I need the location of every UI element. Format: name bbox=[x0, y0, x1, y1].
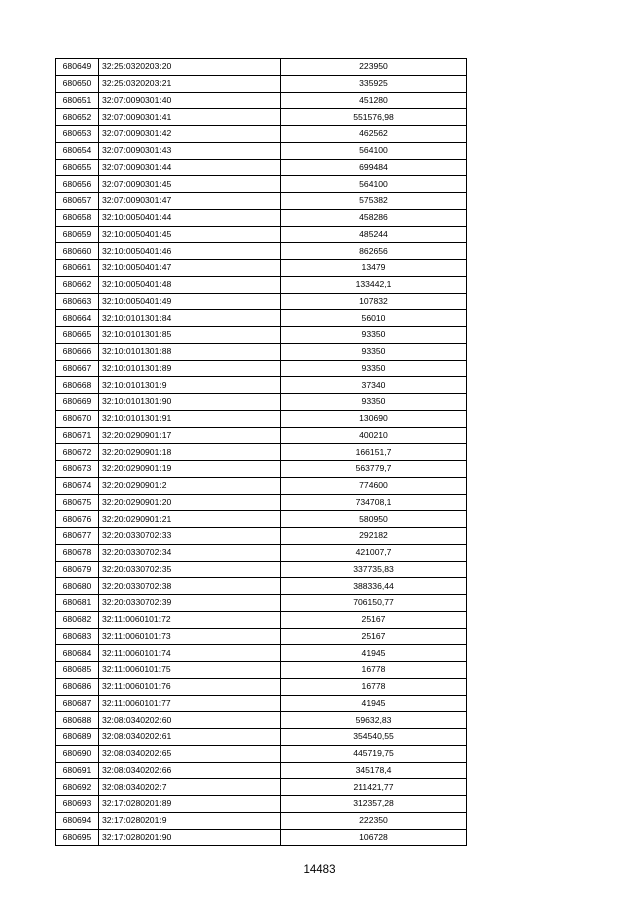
table-row bbox=[56, 511, 467, 528]
row-id-cell: 680656 bbox=[56, 176, 99, 193]
cadastral-number-cell: 32:20:0290901:18 bbox=[99, 444, 281, 461]
row-id-cell: 680679 bbox=[56, 561, 99, 578]
value-cell: 421007,7 bbox=[281, 544, 467, 561]
table-row bbox=[56, 394, 467, 411]
row-id-cell: 680675 bbox=[56, 494, 99, 511]
row-id-cell: 680677 bbox=[56, 528, 99, 545]
value-cell: 564100 bbox=[281, 176, 467, 193]
cadastral-number-cell: 32:10:0101301:84 bbox=[99, 310, 281, 327]
table-row bbox=[56, 678, 467, 695]
cadastral-number-cell: 32:07:0090301:47 bbox=[99, 193, 281, 210]
value-cell: 93350 bbox=[281, 360, 467, 377]
cadastral-number-cell: 32:11:0060101:77 bbox=[99, 695, 281, 712]
row-id-cell: 680690 bbox=[56, 745, 99, 762]
cadastral-number-cell: 32:10:0050401:44 bbox=[99, 209, 281, 226]
cadastral-number-cell: 32:11:0060101:73 bbox=[99, 628, 281, 645]
table-row bbox=[56, 75, 467, 92]
page-number: 14483 bbox=[303, 864, 336, 876]
table-body bbox=[56, 59, 467, 846]
table-row bbox=[56, 611, 467, 628]
cadastral-number-cell: 32:10:0101301:89 bbox=[99, 360, 281, 377]
cadastral-number-cell: 32:08:0340202:65 bbox=[99, 745, 281, 762]
table-row bbox=[56, 461, 467, 478]
value-cell: 551576,98 bbox=[281, 109, 467, 126]
value-cell: 400210 bbox=[281, 427, 467, 444]
row-id-cell: 680688 bbox=[56, 712, 99, 729]
cadastral-number-cell: 32:08:0340202:7 bbox=[99, 779, 281, 796]
row-id-cell: 680672 bbox=[56, 444, 99, 461]
cadastral-number-cell: 32:20:0330702:38 bbox=[99, 578, 281, 595]
value-cell: 223950 bbox=[281, 59, 467, 76]
value-cell: 580950 bbox=[281, 511, 467, 528]
table-row bbox=[56, 92, 467, 109]
table-row bbox=[56, 779, 467, 796]
value-cell: 93350 bbox=[281, 343, 467, 360]
value-cell: 564100 bbox=[281, 142, 467, 159]
row-id-cell: 680694 bbox=[56, 812, 99, 829]
cadastral-number-cell: 32:10:0050401:49 bbox=[99, 293, 281, 310]
row-id-cell: 680673 bbox=[56, 461, 99, 478]
row-id-cell: 680649 bbox=[56, 59, 99, 76]
cadastral-number-cell: 32:20:0330702:39 bbox=[99, 595, 281, 612]
table-row bbox=[56, 829, 467, 846]
cadastral-number-cell: 32:10:0050401:46 bbox=[99, 243, 281, 260]
table-row bbox=[56, 377, 467, 394]
cadastral-number-cell: 32:08:0340202:60 bbox=[99, 712, 281, 729]
table-row bbox=[56, 477, 467, 494]
value-cell: 462562 bbox=[281, 126, 467, 143]
row-id-cell: 680678 bbox=[56, 544, 99, 561]
row-id-cell: 680687 bbox=[56, 695, 99, 712]
value-cell: 25167 bbox=[281, 628, 467, 645]
table-row bbox=[56, 427, 467, 444]
table-row bbox=[56, 528, 467, 545]
cadastral-number-cell: 32:17:0280201:9 bbox=[99, 812, 281, 829]
value-cell: 13479 bbox=[281, 260, 467, 277]
cadastral-number-cell: 32:17:0280201:89 bbox=[99, 796, 281, 813]
value-cell: 862656 bbox=[281, 243, 467, 260]
table-row bbox=[56, 176, 467, 193]
table-row bbox=[56, 410, 467, 427]
row-id-cell: 680654 bbox=[56, 142, 99, 159]
cadastral-number-cell: 32:25:0320203:21 bbox=[99, 75, 281, 92]
row-id-cell: 680676 bbox=[56, 511, 99, 528]
table-row bbox=[56, 645, 467, 662]
cadastral-number-cell: 32:07:0090301:44 bbox=[99, 159, 281, 176]
row-id-cell: 680670 bbox=[56, 410, 99, 427]
value-cell: 563779,7 bbox=[281, 461, 467, 478]
cadastral-number-cell: 32:20:0290901:20 bbox=[99, 494, 281, 511]
value-cell: 25167 bbox=[281, 611, 467, 628]
row-id-cell: 680693 bbox=[56, 796, 99, 813]
value-cell: 292182 bbox=[281, 528, 467, 545]
row-id-cell: 680660 bbox=[56, 243, 99, 260]
value-cell: 59632,83 bbox=[281, 712, 467, 729]
cadastral-number-cell: 32:20:0330702:33 bbox=[99, 528, 281, 545]
cadastral-number-cell: 32:20:0290901:19 bbox=[99, 461, 281, 478]
value-cell: 458286 bbox=[281, 209, 467, 226]
row-id-cell: 680668 bbox=[56, 377, 99, 394]
table-row bbox=[56, 243, 467, 260]
table-row bbox=[56, 360, 467, 377]
value-cell: 56010 bbox=[281, 310, 467, 327]
row-id-cell: 680681 bbox=[56, 595, 99, 612]
cadastral-number-cell: 32:07:0090301:42 bbox=[99, 126, 281, 143]
table-row bbox=[56, 595, 467, 612]
row-id-cell: 680653 bbox=[56, 126, 99, 143]
cadastral-number-cell: 32:08:0340202:61 bbox=[99, 729, 281, 746]
value-cell: 130690 bbox=[281, 410, 467, 427]
cadastral-number-cell: 32:10:0101301:91 bbox=[99, 410, 281, 427]
table-row bbox=[56, 695, 467, 712]
row-id-cell: 680667 bbox=[56, 360, 99, 377]
cadastral-number-cell: 32:10:0101301:88 bbox=[99, 343, 281, 360]
table-row bbox=[56, 59, 467, 76]
cadastral-number-cell: 32:10:0050401:45 bbox=[99, 226, 281, 243]
cadastral-number-cell: 32:11:0060101:74 bbox=[99, 645, 281, 662]
row-id-cell: 680663 bbox=[56, 293, 99, 310]
cadastral-number-cell: 32:17:0280201:90 bbox=[99, 829, 281, 846]
row-id-cell: 680682 bbox=[56, 611, 99, 628]
table-row bbox=[56, 193, 467, 210]
data-table-container bbox=[55, 58, 467, 846]
table-row bbox=[56, 226, 467, 243]
table-row bbox=[56, 343, 467, 360]
row-id-cell: 680655 bbox=[56, 159, 99, 176]
row-id-cell: 680671 bbox=[56, 427, 99, 444]
cadastral-number-cell: 32:20:0290901:17 bbox=[99, 427, 281, 444]
table-row bbox=[56, 209, 467, 226]
cadastral-number-cell: 32:10:0101301:85 bbox=[99, 327, 281, 344]
row-id-cell: 680689 bbox=[56, 729, 99, 746]
table-row bbox=[56, 327, 467, 344]
cadastral-number-cell: 32:10:0101301:9 bbox=[99, 377, 281, 394]
row-id-cell: 680674 bbox=[56, 477, 99, 494]
value-cell: 93350 bbox=[281, 394, 467, 411]
value-cell: 335925 bbox=[281, 75, 467, 92]
cadastral-number-cell: 32:10:0101301:90 bbox=[99, 394, 281, 411]
row-id-cell: 680683 bbox=[56, 628, 99, 645]
value-cell: 93350 bbox=[281, 327, 467, 344]
value-cell: 575382 bbox=[281, 193, 467, 210]
table-row bbox=[56, 260, 467, 277]
table-row bbox=[56, 762, 467, 779]
row-id-cell: 680658 bbox=[56, 209, 99, 226]
cadastral-number-cell: 32:11:0060101:72 bbox=[99, 611, 281, 628]
value-cell: 16778 bbox=[281, 678, 467, 695]
row-id-cell: 680665 bbox=[56, 327, 99, 344]
table-row bbox=[56, 745, 467, 762]
row-id-cell: 680669 bbox=[56, 394, 99, 411]
cadastral-number-cell: 32:11:0060101:75 bbox=[99, 662, 281, 679]
row-id-cell: 680662 bbox=[56, 276, 99, 293]
table-row bbox=[56, 544, 467, 561]
row-id-cell: 680652 bbox=[56, 109, 99, 126]
table-row bbox=[56, 109, 467, 126]
row-id-cell: 680664 bbox=[56, 310, 99, 327]
value-cell: 734708,1 bbox=[281, 494, 467, 511]
value-cell: 106728 bbox=[281, 829, 467, 846]
row-id-cell: 680691 bbox=[56, 762, 99, 779]
table-row bbox=[56, 444, 467, 461]
value-cell: 107832 bbox=[281, 293, 467, 310]
value-cell: 133442,1 bbox=[281, 276, 467, 293]
value-cell: 345178,4 bbox=[281, 762, 467, 779]
value-cell: 354540,55 bbox=[281, 729, 467, 746]
row-id-cell: 680657 bbox=[56, 193, 99, 210]
table-row bbox=[56, 293, 467, 310]
table-row bbox=[56, 310, 467, 327]
value-cell: 774600 bbox=[281, 477, 467, 494]
value-cell: 222350 bbox=[281, 812, 467, 829]
value-cell: 337735,83 bbox=[281, 561, 467, 578]
table-row bbox=[56, 561, 467, 578]
value-cell: 451280 bbox=[281, 92, 467, 109]
value-cell: 37340 bbox=[281, 377, 467, 394]
cadastral-number-cell: 32:07:0090301:45 bbox=[99, 176, 281, 193]
value-cell: 445719,75 bbox=[281, 745, 467, 762]
row-id-cell: 680650 bbox=[56, 75, 99, 92]
table-row bbox=[56, 578, 467, 595]
table-row bbox=[56, 812, 467, 829]
value-cell: 485244 bbox=[281, 226, 467, 243]
value-cell: 706150,77 bbox=[281, 595, 467, 612]
table-row bbox=[56, 712, 467, 729]
value-cell: 699484 bbox=[281, 159, 467, 176]
cadastral-number-cell: 32:20:0290901:2 bbox=[99, 477, 281, 494]
row-id-cell: 680684 bbox=[56, 645, 99, 662]
table-row bbox=[56, 729, 467, 746]
row-id-cell: 680659 bbox=[56, 226, 99, 243]
cadastral-number-cell: 32:07:0090301:43 bbox=[99, 142, 281, 159]
table-row bbox=[56, 126, 467, 143]
row-id-cell: 680666 bbox=[56, 343, 99, 360]
cadastral-number-cell: 32:25:0320203:20 bbox=[99, 59, 281, 76]
table-row bbox=[56, 276, 467, 293]
row-id-cell: 680686 bbox=[56, 678, 99, 695]
cadastral-number-cell: 32:20:0330702:34 bbox=[99, 544, 281, 561]
value-cell: 211421,77 bbox=[281, 779, 467, 796]
cadastral-value-table bbox=[55, 58, 467, 846]
table-row bbox=[56, 159, 467, 176]
value-cell: 16778 bbox=[281, 662, 467, 679]
row-id-cell: 680695 bbox=[56, 829, 99, 846]
row-id-cell: 680661 bbox=[56, 260, 99, 277]
value-cell: 41945 bbox=[281, 695, 467, 712]
cadastral-number-cell: 32:08:0340202:66 bbox=[99, 762, 281, 779]
value-cell: 41945 bbox=[281, 645, 467, 662]
value-cell: 388336,44 bbox=[281, 578, 467, 595]
row-id-cell: 680651 bbox=[56, 92, 99, 109]
cadastral-number-cell: 32:10:0050401:47 bbox=[99, 260, 281, 277]
cadastral-number-cell: 32:20:0330702:35 bbox=[99, 561, 281, 578]
row-id-cell: 680685 bbox=[56, 662, 99, 679]
cadastral-number-cell: 32:20:0290901:21 bbox=[99, 511, 281, 528]
cadastral-number-cell: 32:11:0060101:76 bbox=[99, 678, 281, 695]
cadastral-number-cell: 32:07:0090301:41 bbox=[99, 109, 281, 126]
row-id-cell: 680692 bbox=[56, 779, 99, 796]
table-row bbox=[56, 628, 467, 645]
table-row bbox=[56, 662, 467, 679]
cadastral-number-cell: 32:10:0050401:48 bbox=[99, 276, 281, 293]
table-row bbox=[56, 796, 467, 813]
value-cell: 166151,7 bbox=[281, 444, 467, 461]
table-row bbox=[56, 142, 467, 159]
row-id-cell: 680680 bbox=[56, 578, 99, 595]
table-row bbox=[56, 494, 467, 511]
cadastral-number-cell: 32:07:0090301:40 bbox=[99, 92, 281, 109]
value-cell: 312357,28 bbox=[281, 796, 467, 813]
